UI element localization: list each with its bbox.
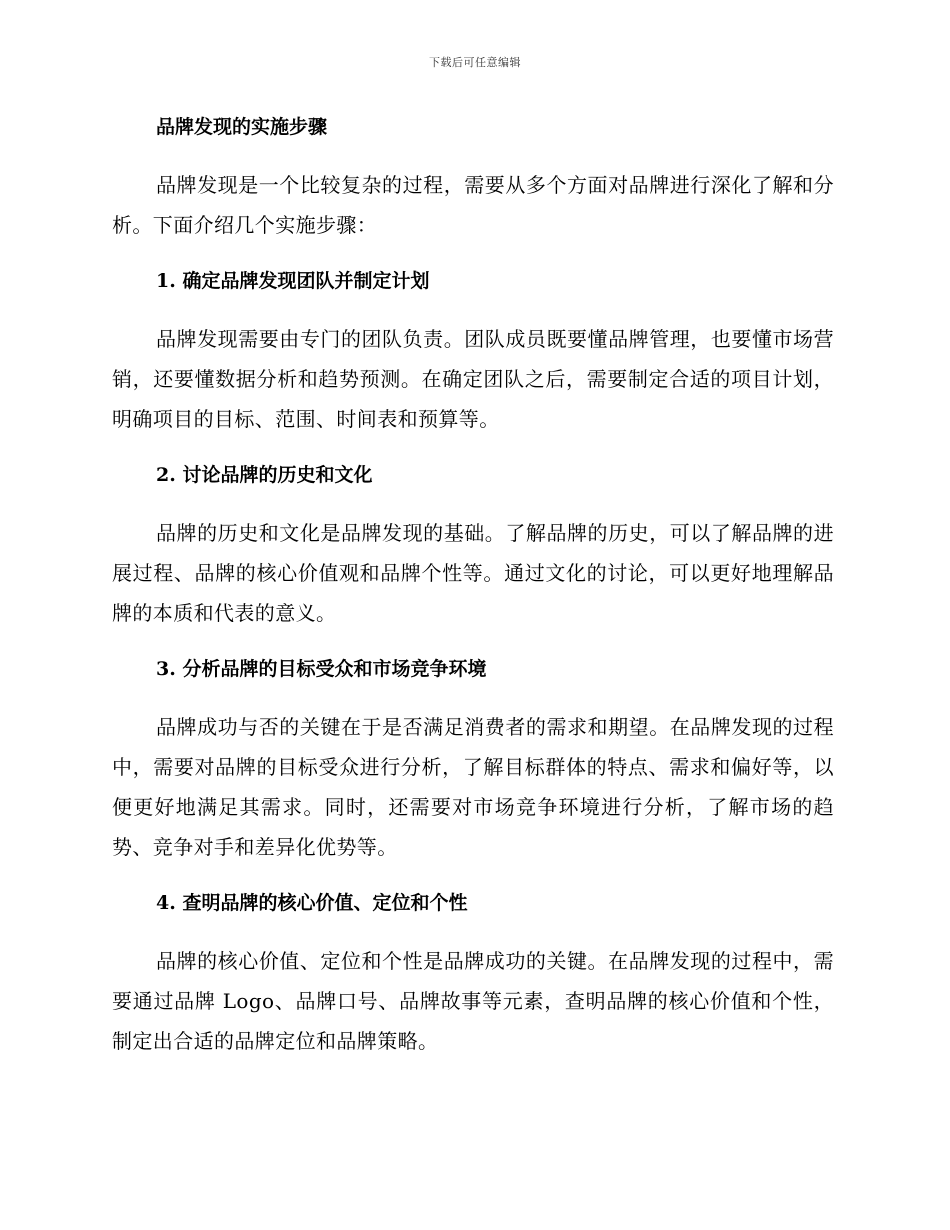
header-note: 下载后可任意编辑 (429, 56, 521, 69)
section-heading-2: 2. 讨论品牌的历史和文化 (156, 464, 373, 486)
section-body-2: 品牌的历史和文化是品牌发现的基础。了解品牌的历史，可以了解品牌的进展过程、品牌的核心价值观和品牌个性等。通过文化的讨论，可以更好地理解品牌的本质和代表的意义。 (112, 521, 834, 625)
document-title: 品牌发现的实施步骤 (156, 116, 328, 138)
section-body-1: 品牌发现需要由专门的团队负责。团队成员既要懂品牌管理，也要懂市场营销，还要懂数据分析和趋势预测。在确定团队之后，需要制定合适的项目计划，明确项目的目标、范围、时间表和预算等。 (112, 327, 834, 431)
document-content (112, 111, 834, 1061)
section-body-3: 品牌成功与否的关键在于是否满足消费者的需求和期望。在品牌发现的过程中，需要对品牌的目标受众进行分析，了解目标群体的特点、需求和偏好等，以便更好地满足其需求。同时，还需要对市场竞争环境进行分析，了解市场的趋势、竞争对手和差异化优势等。 (112, 715, 834, 859)
section-heading-3: 3. 分析品牌的目标受众和市场竞争环境 (156, 658, 487, 680)
section-body-4: 品牌的核心价值、定位和个性是品牌成功的关键。在品牌发现的过程中，需要通过品牌 Logo、品牌口号、品牌故事等元素，查明品牌的核心价值和个性，制定出合适的品牌定位和品牌策略。 (112, 949, 834, 1053)
intro-paragraph: 品牌发现是一个比较复杂的过程，需要从多个方面对品牌进行深化了解和分析。下面介绍几个实施步骤： (112, 173, 834, 237)
section-heading-4: 4. 查明品牌的核心价值、定位和个性 (156, 892, 468, 914)
section-heading-1: 1. 确定品牌发现团队并制定计划 (156, 270, 430, 292)
